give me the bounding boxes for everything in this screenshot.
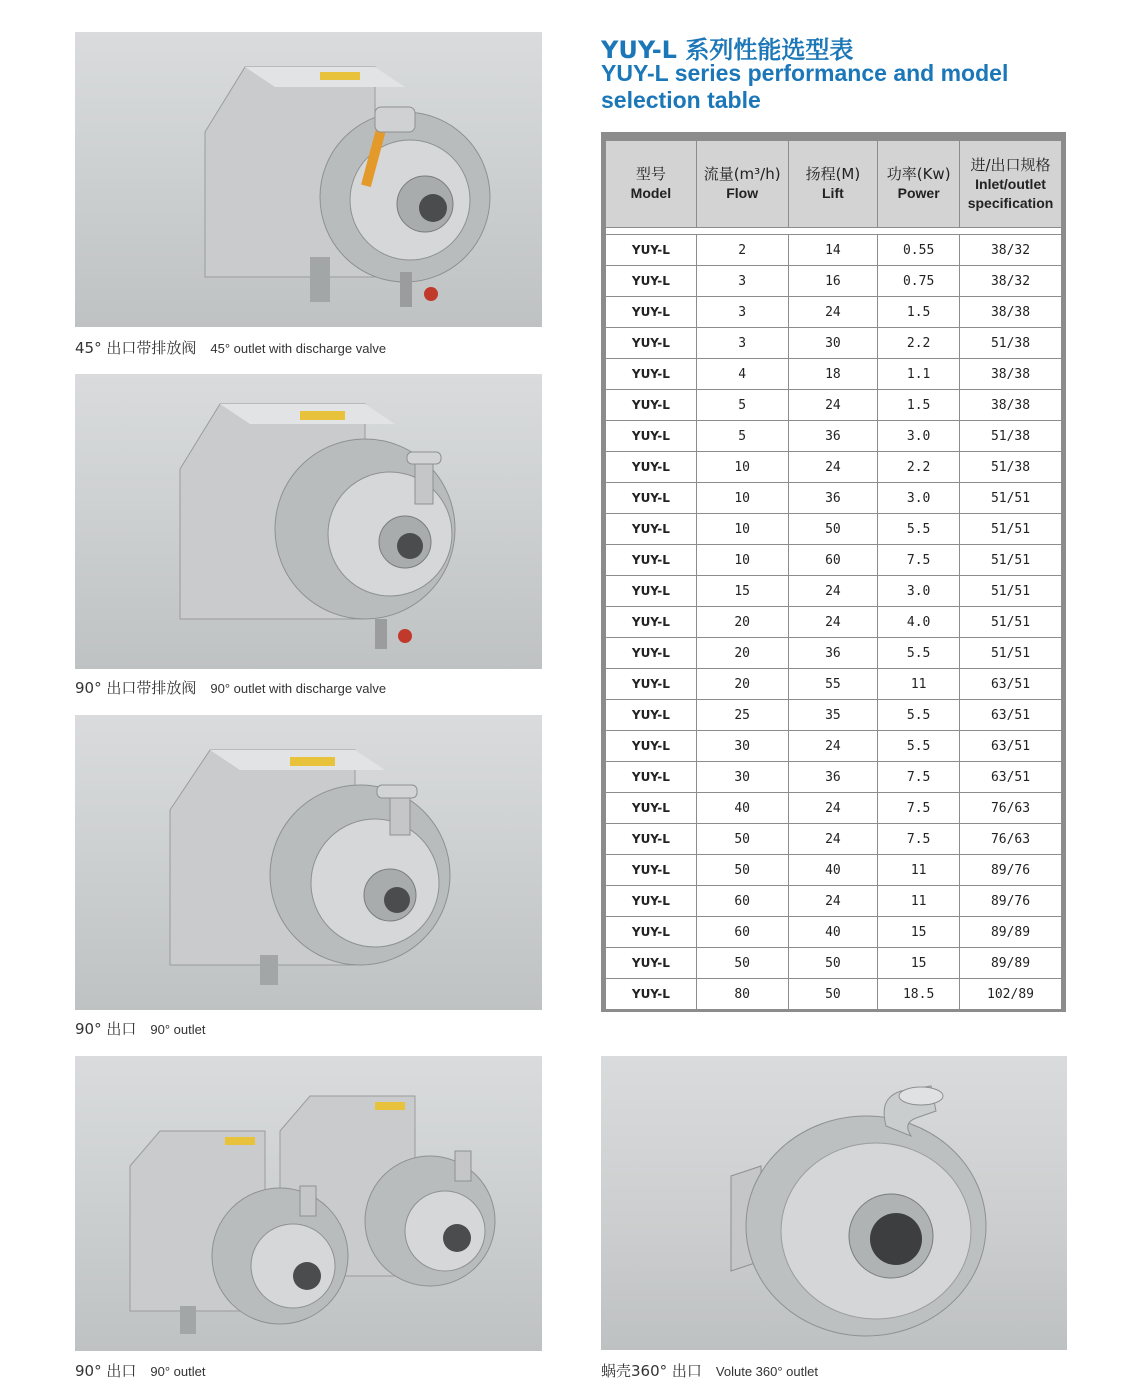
cell-inlet-outlet: 89/89	[960, 917, 1062, 948]
table-row	[606, 917, 1062, 948]
cell-lift: 40	[788, 855, 878, 886]
caption-cn: 90° 出口带排放阀	[75, 679, 197, 697]
table-row	[606, 421, 1062, 452]
cell-inlet-outlet: 63/51	[960, 731, 1062, 762]
table-row	[606, 669, 1062, 700]
table-row	[606, 390, 1062, 421]
cell-inlet-outlet: 51/38	[960, 452, 1062, 483]
cell-lift: 24	[788, 824, 878, 855]
table-row	[606, 359, 1062, 390]
cell-flow: 5	[696, 390, 788, 421]
cell-flow: 20	[696, 638, 788, 669]
cell-flow: 40	[696, 793, 788, 824]
table-row	[606, 855, 1062, 886]
cell-model: YUY-L	[606, 855, 697, 886]
cell-inlet-outlet: 38/38	[960, 297, 1062, 328]
cell-power: 5.5	[878, 700, 960, 731]
cell-lift: 36	[788, 421, 878, 452]
cell-model: YUY-L	[606, 545, 697, 576]
cell-flow: 10	[696, 545, 788, 576]
cell-model: YUY-L	[606, 762, 697, 793]
cell-lift: 24	[788, 390, 878, 421]
cell-model: YUY-L	[606, 328, 697, 359]
cell-power: 11	[878, 886, 960, 917]
cell-inlet-outlet: 38/32	[960, 235, 1062, 266]
cell-flow: 4	[696, 359, 788, 390]
cell-inlet-outlet: 89/76	[960, 855, 1062, 886]
cell-inlet-outlet: 89/89	[960, 948, 1062, 979]
table-row	[606, 235, 1062, 266]
cell-model: YUY-L	[606, 514, 697, 545]
cell-power: 3.0	[878, 483, 960, 514]
cell-model: YUY-L	[606, 731, 697, 762]
table-row	[606, 514, 1062, 545]
caption-en: 45° outlet with discharge valve	[210, 341, 387, 356]
cell-model: YUY-L	[606, 824, 697, 855]
cell-model: YUY-L	[606, 979, 697, 1010]
cell-flow: 20	[696, 607, 788, 638]
cell-flow: 80	[696, 979, 788, 1010]
table-row	[606, 979, 1062, 1010]
cell-lift: 60	[788, 545, 878, 576]
table-title-cn: YUY-L 系列性能选型表	[601, 36, 854, 64]
cell-lift: 18	[788, 359, 878, 390]
cell-inlet-outlet: 51/51	[960, 545, 1062, 576]
cell-model: YUY-L	[606, 607, 697, 638]
table-row	[606, 700, 1062, 731]
table-row	[606, 576, 1062, 607]
cell-inlet-outlet: 51/51	[960, 514, 1062, 545]
caption-en: 90° outlet with discharge valve	[210, 681, 387, 696]
cell-power: 2.2	[878, 452, 960, 483]
cell-power: 1.5	[878, 390, 960, 421]
cell-power: 0.75	[878, 266, 960, 297]
table-header-row	[606, 141, 1062, 228]
cell-lift: 36	[788, 638, 878, 669]
cell-model: YUY-L	[606, 235, 697, 266]
cell-inlet-outlet: 63/51	[960, 762, 1062, 793]
cell-power: 1.5	[878, 297, 960, 328]
table-row	[606, 266, 1062, 297]
cell-model: YUY-L	[606, 917, 697, 948]
cell-flow: 50	[696, 824, 788, 855]
cell-inlet-outlet: 76/63	[960, 793, 1062, 824]
pump-photo-90-outlet	[75, 715, 542, 1010]
cell-inlet-outlet: 89/76	[960, 886, 1062, 917]
cell-power: 18.5	[878, 979, 960, 1010]
cell-power: 11	[878, 855, 960, 886]
cell-model: YUY-L	[606, 793, 697, 824]
cell-power: 7.5	[878, 824, 960, 855]
cell-lift: 36	[788, 762, 878, 793]
pump-photo-volute-360	[601, 1056, 1067, 1350]
header-power: 功率(Kw) Power	[878, 141, 960, 228]
cell-flow: 3	[696, 266, 788, 297]
cell-model: YUY-L	[606, 390, 697, 421]
cell-flow: 5	[696, 421, 788, 452]
cell-flow: 10	[696, 483, 788, 514]
cell-power: 7.5	[878, 793, 960, 824]
header-lift: 扬程(M) Lift	[788, 141, 878, 228]
table-row	[606, 793, 1062, 824]
photo-caption	[75, 1360, 205, 1381]
cell-lift: 36	[788, 483, 878, 514]
selection-table-frame	[601, 132, 1066, 1012]
table-row	[606, 762, 1062, 793]
cell-power: 4.0	[878, 607, 960, 638]
cell-inlet-outlet: 38/38	[960, 359, 1062, 390]
cell-power: 7.5	[878, 545, 960, 576]
cell-power: 11	[878, 669, 960, 700]
caption-cn: 90° 出口	[75, 1020, 137, 1038]
table-row	[606, 731, 1062, 762]
cell-flow: 50	[696, 855, 788, 886]
cell-inlet-outlet: 51/51	[960, 576, 1062, 607]
photo-caption	[75, 677, 386, 698]
cell-power: 15	[878, 917, 960, 948]
cell-model: YUY-L	[606, 576, 697, 607]
cell-power: 0.55	[878, 235, 960, 266]
cell-power: 5.5	[878, 514, 960, 545]
cell-model: YUY-L	[606, 297, 697, 328]
header-flow: 流量(m³/h) Flow	[696, 141, 788, 228]
cell-model: YUY-L	[606, 700, 697, 731]
performance-selection-table	[605, 140, 1062, 1010]
table-row	[606, 607, 1062, 638]
cell-power: 5.5	[878, 731, 960, 762]
cell-lift: 14	[788, 235, 878, 266]
caption-cn: 90° 出口	[75, 1362, 137, 1380]
cell-model: YUY-L	[606, 886, 697, 917]
cell-flow: 60	[696, 886, 788, 917]
caption-cn: 蜗壳360° 出口	[601, 1362, 702, 1380]
table-row	[606, 297, 1062, 328]
cell-flow: 20	[696, 669, 788, 700]
cell-flow: 3	[696, 297, 788, 328]
cell-inlet-outlet: 38/32	[960, 266, 1062, 297]
photo-caption	[75, 1018, 205, 1039]
cell-flow: 60	[696, 917, 788, 948]
cell-model: YUY-L	[606, 452, 697, 483]
cell-lift: 16	[788, 266, 878, 297]
cell-inlet-outlet: 63/51	[960, 669, 1062, 700]
cell-flow: 3	[696, 328, 788, 359]
pump-photo-90-outlet-valve	[75, 374, 542, 669]
cell-lift: 55	[788, 669, 878, 700]
pump-photo-90-outlet-pair	[75, 1056, 542, 1351]
photo-caption	[75, 337, 386, 358]
cell-inlet-outlet: 102/89	[960, 979, 1062, 1010]
cell-lift: 24	[788, 731, 878, 762]
cell-inlet-outlet: 51/38	[960, 328, 1062, 359]
cell-lift: 50	[788, 514, 878, 545]
cell-model: YUY-L	[606, 669, 697, 700]
cell-power: 2.2	[878, 328, 960, 359]
cell-lift: 35	[788, 700, 878, 731]
cell-inlet-outlet: 51/51	[960, 638, 1062, 669]
cell-lift: 24	[788, 607, 878, 638]
table-row	[606, 948, 1062, 979]
cell-model: YUY-L	[606, 948, 697, 979]
cell-flow: 30	[696, 762, 788, 793]
photo-caption	[601, 1360, 818, 1381]
cell-flow: 10	[696, 514, 788, 545]
cell-flow: 15	[696, 576, 788, 607]
cell-lift: 40	[788, 917, 878, 948]
cell-lift: 24	[788, 793, 878, 824]
caption-en: Volute 360° outlet	[715, 1364, 818, 1379]
table-row	[606, 452, 1062, 483]
cell-model: YUY-L	[606, 266, 697, 297]
cell-flow: 25	[696, 700, 788, 731]
cell-lift: 24	[788, 452, 878, 483]
table-row	[606, 545, 1062, 576]
cell-model: YUY-L	[606, 359, 697, 390]
table-row	[606, 483, 1062, 514]
cell-flow: 30	[696, 731, 788, 762]
cell-power: 15	[878, 948, 960, 979]
caption-cn: 45° 出口带排放阀	[75, 339, 197, 357]
cell-flow: 2	[696, 235, 788, 266]
table-row	[606, 328, 1062, 359]
table-row	[606, 824, 1062, 855]
cell-power: 3.0	[878, 421, 960, 452]
table-row	[606, 886, 1062, 917]
cell-power: 3.0	[878, 576, 960, 607]
cell-model: YUY-L	[606, 421, 697, 452]
cell-power: 1.1	[878, 359, 960, 390]
cell-inlet-outlet: 38/38	[960, 390, 1062, 421]
cell-model: YUY-L	[606, 638, 697, 669]
cell-inlet-outlet: 63/51	[960, 700, 1062, 731]
pump-photo-45-outlet-valve	[75, 32, 542, 327]
cell-inlet-outlet: 51/38	[960, 421, 1062, 452]
header-inlet-outlet: 进/出口规格 Inlet/outlet specification	[960, 141, 1062, 228]
cell-lift: 24	[788, 576, 878, 607]
table-row	[606, 638, 1062, 669]
caption-en: 90° outlet	[150, 1364, 206, 1379]
cell-inlet-outlet: 51/51	[960, 483, 1062, 514]
cell-lift: 30	[788, 328, 878, 359]
cell-flow: 10	[696, 452, 788, 483]
cell-power: 5.5	[878, 638, 960, 669]
table-title-en: YUY-L series performance and model selection table	[601, 60, 1009, 113]
cell-model: YUY-L	[606, 483, 697, 514]
cell-flow: 50	[696, 948, 788, 979]
cell-inlet-outlet: 51/51	[960, 607, 1062, 638]
caption-en: 90° outlet	[150, 1022, 206, 1037]
cell-inlet-outlet: 76/63	[960, 824, 1062, 855]
cell-lift: 24	[788, 297, 878, 328]
cell-lift: 24	[788, 886, 878, 917]
cell-power: 7.5	[878, 762, 960, 793]
header-model: 型号 Model	[606, 141, 697, 228]
cell-lift: 50	[788, 979, 878, 1010]
cell-lift: 50	[788, 948, 878, 979]
